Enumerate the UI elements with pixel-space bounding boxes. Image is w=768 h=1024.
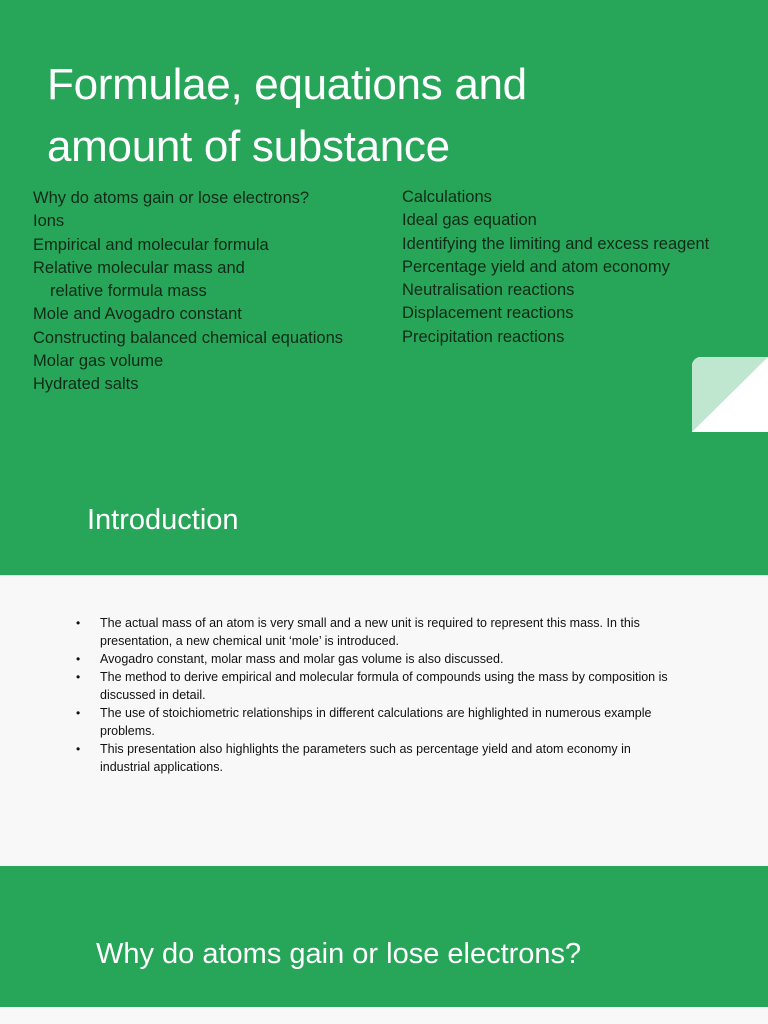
- contents-item: Why do atoms gain or lose electrons?: [33, 189, 310, 207]
- bullet-text: Avogadro constant, molar mass and molar gas volume is also discussed.: [100, 652, 504, 666]
- introduction-bullet-list: [76, 614, 676, 776]
- bullet-icon: •: [76, 742, 81, 756]
- bullet-icon: •: [76, 706, 81, 720]
- contents-item: Percentage yield and atom economy: [402, 257, 670, 276]
- bullet-text: This presentation also highlights the parameters such as percentage yield and atom economy in industrial applications.: [100, 742, 631, 774]
- bullet-item: [76, 614, 676, 650]
- contents-item: Relative molecular mass and: [33, 258, 245, 277]
- next-slide-edge: [0, 1007, 768, 1024]
- bullet-icon: •: [76, 616, 81, 630]
- bullet-item: [76, 740, 676, 776]
- introduction-slide: [0, 575, 768, 867]
- section-heading-electrons: Why do atoms gain or lose electrons?: [96, 938, 582, 970]
- contents-list-left: [33, 187, 393, 397]
- decorative-corner-tab: [692, 357, 768, 432]
- contents-item: Displacement reactions: [402, 304, 574, 323]
- bullet-icon: •: [76, 652, 81, 666]
- bullet-text: The use of stoichiometric relationships in different calculations are highlighted in numerous example problems.: [100, 706, 652, 738]
- slide-title-line-2: amount of substance: [47, 122, 450, 171]
- contents-item: Hydrated salts: [33, 375, 139, 394]
- contents-item: Ions: [33, 212, 65, 231]
- contents-item: Molar gas volume: [33, 352, 164, 371]
- bullet-text: The actual mass of an atom is very small and a new unit is required to represent this mass. In this presentation, a new chemical unit ‘mole’ is introduced.: [100, 616, 640, 648]
- bullet-text: The method to derive empirical and molecular formula of compounds using the mass by composition is discussed in detail.: [100, 670, 668, 702]
- bullet-item: [76, 704, 676, 740]
- contents-item: Empirical and molecular formula: [33, 235, 269, 254]
- contents-item: Calculations: [402, 188, 492, 206]
- section-slide-electrons: [0, 866, 768, 1007]
- contents-list-right: [402, 186, 762, 349]
- corner-triangle-graphic: [692, 357, 768, 432]
- contents-item: Mole and Avogadro constant: [33, 305, 242, 324]
- contents-item: Neutralisation reactions: [402, 281, 575, 300]
- bullet-item: [76, 650, 676, 668]
- slide-title: [47, 54, 687, 178]
- bullet-icon: •: [76, 670, 81, 684]
- bullet-item: [76, 668, 676, 704]
- contents-item: Identifying the limiting and excess reagent: [402, 234, 710, 253]
- contents-item: Ideal gas equation: [402, 211, 537, 230]
- contents-item: Constructing balanced chemical equations: [33, 328, 344, 347]
- section-heading-introduction: Introduction: [87, 504, 239, 536]
- contents-item: Precipitation reactions: [402, 327, 565, 346]
- contents-item-continued: relative formula mass: [50, 282, 207, 301]
- slide-title-line-1: Formulae, equations and: [47, 60, 527, 109]
